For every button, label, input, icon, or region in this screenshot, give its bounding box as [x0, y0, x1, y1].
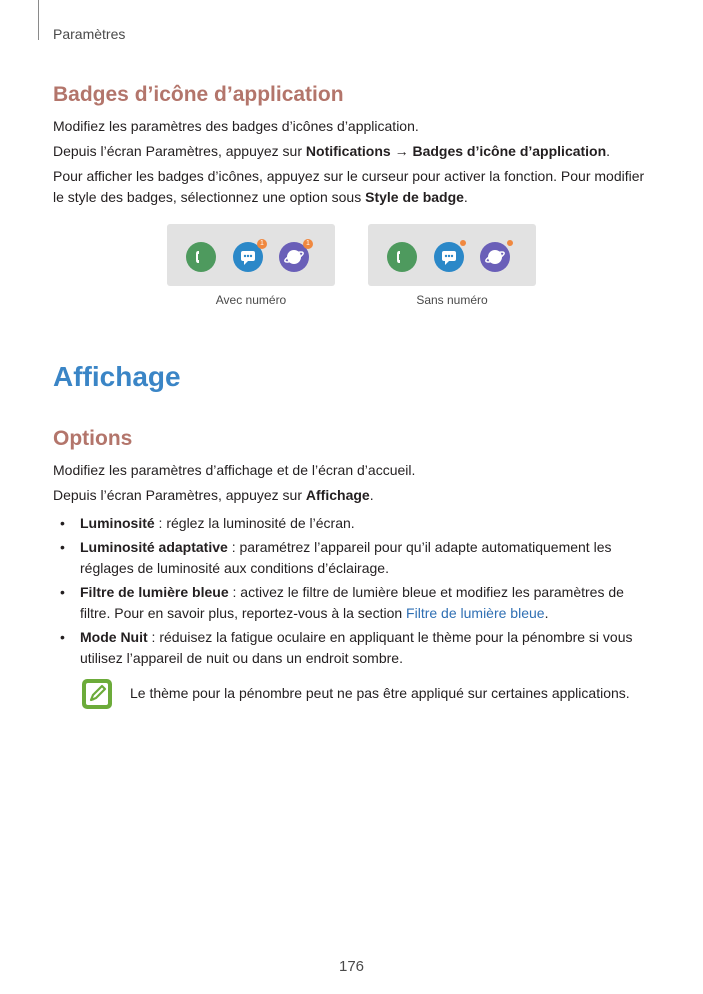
note-text: Le thème pour la pénombre peut ne pas être appliqué sur certaines applications. [130, 685, 630, 701]
header-rule [38, 0, 39, 40]
internet-icon [480, 242, 510, 272]
chapter-title: Affichage [53, 361, 181, 392]
badges-path: Depuis l’écran Paramètres, appuyez sur Notifications → Badges d’icône d’application. [53, 143, 611, 159]
display-term: Affichage [305, 487, 370, 503]
app-badges-term: Badges d’icône d’application [412, 143, 607, 159]
badge-style-term: Style de badge [365, 189, 464, 205]
caption-with-number: Avec numéro [215, 293, 287, 307]
messages-icon [434, 242, 464, 272]
notifications-term: Notifications [305, 143, 391, 159]
options-list [60, 513, 650, 672]
badges-intro: Modifiez les paramètres des badges d’icônes d’application. [53, 118, 419, 134]
badge-number: 1 [303, 239, 313, 249]
list-item: • Luminosité adaptative : paramétrez l’appareil pour qu’il adapte automatiquement les réglages de luminosité aux conditions d’éclairage. [60, 539, 612, 576]
badge-example-with-number [167, 224, 335, 286]
badge-example-without-number [368, 224, 536, 286]
caption-without-number: Sans numéro [416, 293, 488, 307]
badge-dot [507, 240, 513, 246]
note-pencil-icon [80, 677, 114, 711]
running-header: Paramètres [53, 26, 126, 42]
section-heading-badges: Badges d’icône d’application [53, 83, 344, 106]
display-path: Depuis l’écran Paramètres, appuyez sur Affichage. [53, 487, 374, 503]
badge-dot [460, 240, 466, 246]
blue-light-filter-link[interactable]: Filtre de lumière bleue [406, 605, 545, 621]
list-item: • Mode Nuit : réduisez la fatigue oculaire en appliquant le thème pour la pénombre si vous utilisez l’appareil de nuit ou dans un endroit sombre. [60, 629, 633, 666]
page-number: 176 [338, 958, 365, 975]
badge-number: 1 [257, 239, 267, 249]
display-intro: Modifiez les paramètres d’affichage et de l’écran d’accueil. [53, 462, 416, 478]
list-item: • Luminosité : réglez la luminosité de l’écran. [60, 515, 355, 531]
badges-instructions: Pour afficher les badges d’icônes, appuyez sur le curseur pour activer la fonction. Pour modifier le style des badges, sélectionnez une option sous Style de badge. [53, 168, 645, 205]
list-item: • Filtre de lumière bleue : activez le filtre de lumière bleue et modifiez les paramètres de filtre. Pour en savoir plus, reportez-vous à la section Filtre de lumière bleue. [60, 584, 624, 621]
phone-icon [186, 242, 216, 272]
phone-icon [387, 242, 417, 272]
section-heading-options: Options [53, 427, 133, 450]
